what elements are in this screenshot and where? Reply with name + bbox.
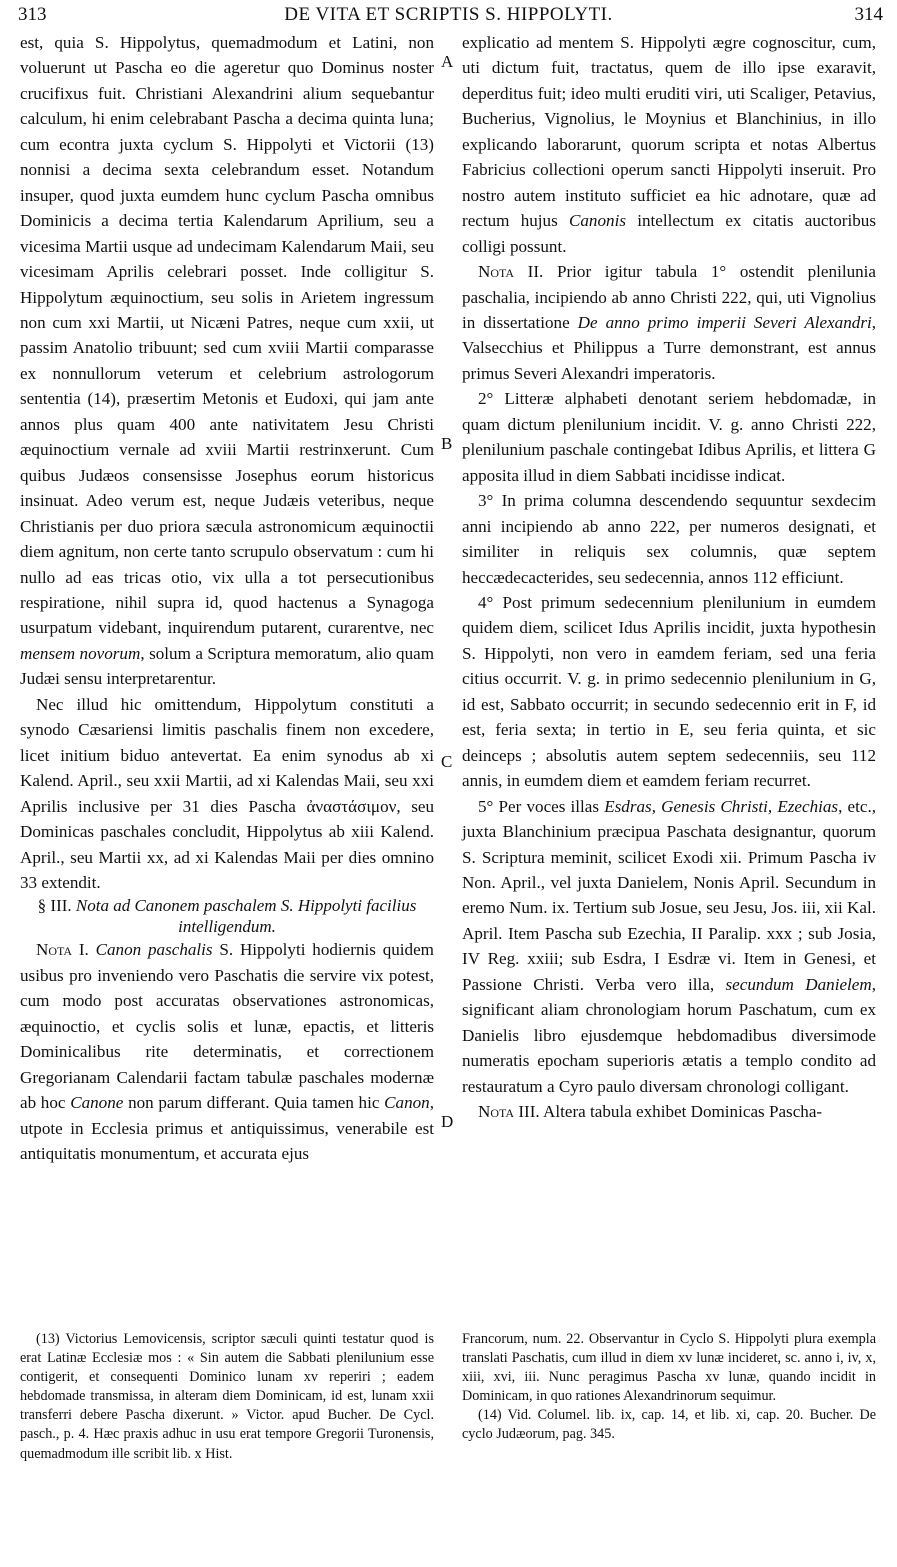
right-paragraph-4: 3° In prima columna descendendo sequuntur sexdecim anni incipiendo ab anno 222, per numeros designati, et similiter in reliquis sex columnis, quæ septem heccædecacterides, seu sedecennia, annos 112 efficiunt. (462, 491, 876, 587)
section-heading: § III. Nota ad Canonem paschalem S. Hippolyti facilius intelligendum. (37, 896, 417, 937)
right-paragraph-5: 4° Post primum sedecennium plenilunium in eumdem quidem diem, scilicet Idus Aprilis incidit, juxta hypothesin S. Hippolyti, non vero in eamdem feriam, sed una feria citius occurrit. V. g. in primo sedecennio plenilunium in G, id est, Sabbato occurrit; in secundo sedecennio erit in F, id est, feria sexta; in tertio in E, seu feria quinta, et sic deinceps ; absolutis autem septem sedecenniis, seu 112 annis, in eumdem diem et eamdem feriam recurret. (462, 592, 876, 791)
right-paragraph-6: 5° Per voces illas Esdras, Genesis Christi, Ezechias, etc., juxta Blanchinium præcipua Paschata designantur, quorum S. Scriptura meminit, scilicet Exodi xii. Primum Pascha iv Non. April., vel juxta Danielem, Nonis April. Secundum in eremo Num. ix. Tertium sub Josue, seu Jesu, Jos. iii, xii Kal. April. Item Pascha sub Ezechia, II Paralip. xxx ; sub Josia, IV Reg. xxiii; sub Esdra, I Esdræ vi. Item in Genesi, et Passione Christi. Verba vero illa, secundum Danielem, significant aliam chronologiam horum Paschatum, cum ex Danielis libro ejusdemque hebdomadibus diversimode numeratis epocham superioris ætatis a templo condito ad restauratum a Cyro paulo diversam chronologi colligant. (462, 796, 876, 1096)
right-paragraph-3: 2° Litteræ alphabeti denotant seriem hebdomadæ, in quam dictum plenilunium incidit. V. g. anno Christi 222, plenilunium paschale contingebat Idibus Aprilis, et littera G apposita illud in diem Sabbati incidisse indicat. (462, 389, 876, 485)
margin-marker-d: D (441, 1112, 454, 1131)
right-paragraph-1: explicatio ad mentem S. Hippolyti ægre cognoscitur, cum, uti dictum fuit, tractatus, quem de illo ipse exaravit, deperditus fuit; ideo multi eruditi viri, uti Scaliger, Petavius, Bucherius, Vignolius, le Moynius et Blanchinius, in illo explicando laborarunt, quorum scripta et notas Albertus Fabricius collectioni operum sancti Hippolyti inseruit. Pro nostro autem instituto sufficiet ea hic adnotare, quæ ad rectum hujus Canonis intellectum ex citatis auctoribus colligi possunt. (462, 33, 876, 256)
left-column (20, 30, 434, 1166)
running-title: DE VITA ET SCRIPTIS S. HIPPOLYTI. (284, 4, 613, 25)
left-paragraph-2: Nec illud hic omittendum, Hippolytum constituti a synodo Cæsariensi limitis paschalis finem non excedere, licet initium biduo antevertat. Ea enim synodus ab xi Kalend. April., seu xxii Martii, ad xi Kalendas Maii, seu xxi Aprilis inclusive per 31 dies Pascha ἀναστάσιμον, seu Dominicas paschales concludit, Hippolytus ab xiii Kalend. April., seu Martii xx, ad xi Kalendas Maii per dies omnino 33 extendit. (20, 694, 434, 892)
page-number-right: 314 (854, 4, 883, 25)
footnote-14: (14) Vid. Columel. lib. ix, cap. 14, et lib. xi, cap. 20. Bucher. De cyclo Judæorum, pag. 345. (462, 1407, 876, 1443)
footnote-13-continued: Francorum, num. 22. Observantur in Cyclo S. Hippolyti plura exempla translati Paschatis, cum illud in diem xv lunæ incideret, sc. anno i, iv, x, xiii, xvi, iii. Nunc peragimus Pascha xv lunæ, quando incidit in Dominicam, in quo rationes Alexandrinorum sequimur. (462, 1331, 876, 1405)
footnote-13: (13) Victorius Lemovicensis, scriptor sæculi quinti testatur quod is erat Latinæ Ecclesiæ mos : « Sin autem die Sabbati plenilunium esse contigerit, et consequenti Dominico lunam xv reperiri ; eadem hebdomade transmissa, in alteram diem Dominicam, id est, lunam xxii transferri debere Pascha dixerunt. » Victor. apud Bucher. De Cycl. pasch., p. 4. Hæc praxis adhuc in usu erat tempore Gregorii Turonensis, quemadmodum ille scribit lib. x Hist. (20, 1331, 434, 1462)
right-paragraph-nota-3: Nota III. Altera tabula exhibet Dominicas Pascha- (478, 1102, 823, 1122)
page-number-left: 313 (18, 4, 47, 25)
footnotes-left (20, 1330, 434, 1464)
left-paragraph-nota-1: Nota I. Canon paschalis S. Hippolyti hodiernis quidem usibus pro inveniendo vero Paschatis die servire vix potest, cum modo post accuratas observationes astronomicas, æquinoctio, et cyclis solis et lunæ, epactis, et litteris Dominicalibus rite determinatis, et correctionem Gregorianam Calendarii factam tabulæ paschales modernæ ab hoc Canone non parum differant. Quia tamen hic Canon, utpote in Ecclesia primus et antiquissimus, venerabile est antiquitatis monumentum, et accurata ejus (20, 940, 435, 1164)
right-paragraph-nota-2: Nota II. Prior igitur tabula 1° ostendit plenilunia paschalia, incipiendo ab anno Christi 222, qui, uti Vignolius in dissertatione De anno primo imperii Severi Alexandri, Valsecchius et Philippus a Turre demonstrant, est annus primus Severi Alexandri imperatoris. (462, 262, 877, 383)
left-paragraph-1: est, quia S. Hippolytus, quemadmodum et Latini, non voluerunt ut Pascha eo die ageretur quo Dominus noster crucifixus fuit. Christiani Alexandrini alium sequebantur calculum, hi enim celebrabant Pascha a decima quinta luna; cum econtra juxta cyclum S. Hippolyti et Victorii (13) nonnisi a decima sexta celebrandum esset. Notandum insuper, quod juxta eumdem hunc cyclum Pascha omnibus Dominicis a decima tertia Kalendarum Aprilium, seu a vicesima Martii usque ad undecimam Kalendarum Maii, seu vicesimam Aprilis celebrari posset. Inde colligitur S. Hippolytum æquinoctium, seu solis in Arietem ingressum non cum xxi Martii, ut Nicæni Patres, neque cum xxii, ut passim Anatolio tribuunt; sed cum xviii Martii comparasse ex nonnullorum veterum et celebrium astrologorum sententia (14), præsertim Metonis et Eudoxi, qui jam ante annos plus quam 400 ante nativitatem Jesu Christi æquinoctium vernale ad xviii Martii restrinxerunt. Cum quibus Judæos consensisse Josephus eorum historicus insinuat. Adeo verum est, neque Judæis veteribus, neque Christianis per duo priora sæcula astronomicum æquinoctii diem agnitum, non certe tanto scrupulo observatum : cum hi nullo ad eas tricas otio, vix ulla a tot persecutionibus respiratione, nihil supra id, quod hactenus a Synagoga usurpatum videbant, inquirendum putarent, curarentve, nec mensem novorum, solum a Scriptura memoratum, alio quam Judæi sensu interpretarentur. (20, 33, 435, 689)
margin-marker-a: A (441, 52, 454, 71)
right-column (462, 30, 876, 1124)
margin-marker-b: B (441, 434, 453, 453)
margin-marker-c: C (441, 752, 453, 771)
running-header (0, 4, 897, 30)
footnotes-right (462, 1330, 876, 1445)
